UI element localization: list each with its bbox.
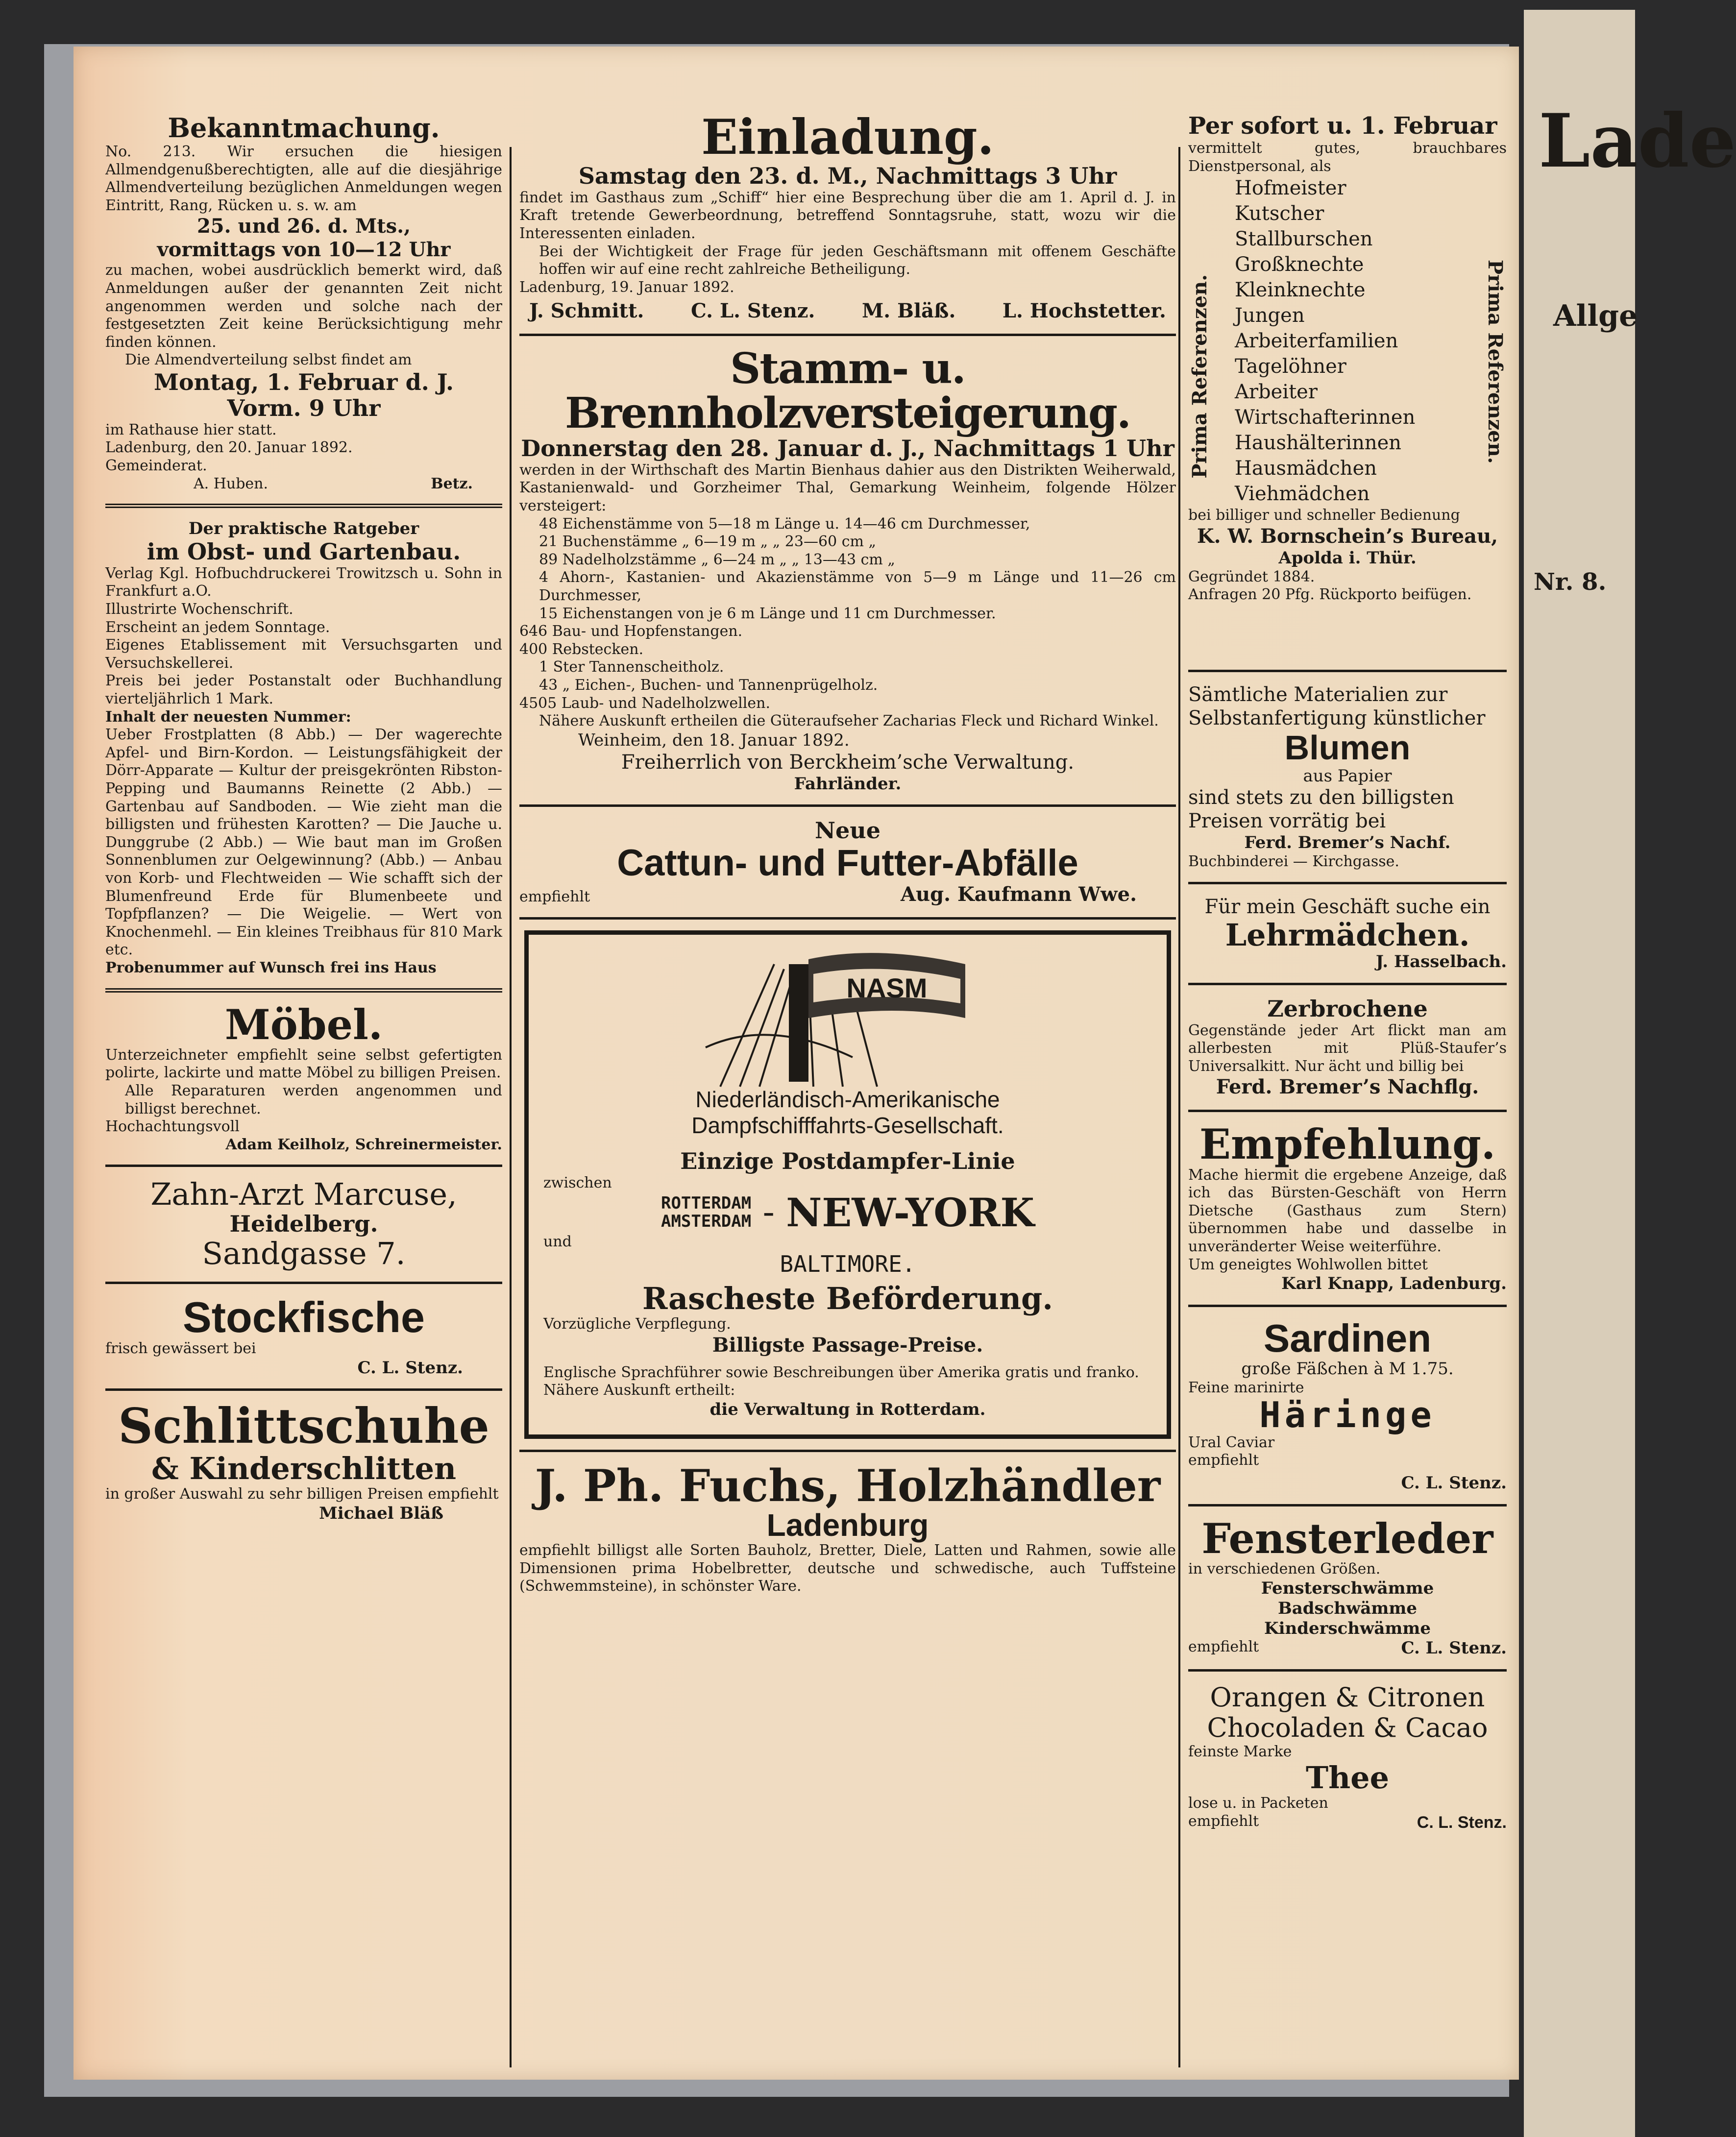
headline: Zerbrochene xyxy=(1267,995,1428,1022)
divider xyxy=(105,1282,502,1284)
ad-schlittschuhe xyxy=(105,1398,502,1523)
body: Ural Caviar xyxy=(1188,1433,1275,1451)
list-item: 43 „ Eichen-, Buchen- und Tannenprügelholz. xyxy=(539,676,878,694)
body: aus Papier xyxy=(1303,766,1392,786)
list-item: Stallburschen xyxy=(1235,228,1373,251)
ad-ratgeber xyxy=(105,519,502,977)
line: Einzige Postdampfer-Linie xyxy=(680,1147,1015,1174)
price: Preis bei jeder Postanstalt oder Buchhandlung vierteljährlich 1 Mark. xyxy=(105,672,502,708)
body: empfiehlt billigst alle Sorten Bauholz, Bretter, Diele, Latten und Rahmen, sowie alle Dimensionen prima Hobelbretter, deutsche und schwedische, auch Tuffsteine (Schwemmsteine), in schönster Ware. xyxy=(519,1542,1176,1595)
body: Unterzeichneter empfiehlt seine selbst gefertigten polirte, lackirte und matte Möbel zu billigen Preisen. xyxy=(105,1046,502,1082)
list-item: 21 Buchenstämme „ 6—19 m „ „ 23—60 cm „ xyxy=(539,533,877,551)
headline: Sardinen xyxy=(1263,1316,1432,1360)
place-date: Ladenburg, 19. Januar 1892. xyxy=(519,278,734,296)
signature: Aug. Kaufmann Wwe. xyxy=(901,883,1137,906)
signature: C. L. Stenz. xyxy=(1401,1638,1507,1658)
label: empfiehlt xyxy=(1188,1812,1259,1830)
body: Für mein Geschäft suche ein xyxy=(1204,895,1491,918)
title: im Obst- und Gartenbau. xyxy=(147,538,461,565)
signature: Betz. xyxy=(431,475,473,492)
body: Alle Reparaturen werden angenommen und billigst berechnet. xyxy=(125,1082,502,1117)
port: AMSTERDAM xyxy=(660,1212,752,1232)
port: ROTTERDAM xyxy=(660,1193,752,1213)
headline: J. Ph. Fuchs, Holzhändler xyxy=(535,1459,1161,1512)
frequency: Erscheint an jedem Sonntage. xyxy=(105,618,330,636)
headline: Stockfische xyxy=(183,1292,425,1341)
signature: Fahrländer. xyxy=(794,774,902,794)
divider xyxy=(105,504,502,508)
side-label: Prima Referenzen. xyxy=(1484,260,1507,464)
list-item: Wirtschafterinnen xyxy=(1235,406,1416,429)
city: Heidelberg. xyxy=(229,1211,378,1238)
list-item: Arbeiterfamilien xyxy=(1235,330,1398,353)
ad-blumen xyxy=(1188,683,1507,871)
founded: Gegründet 1884. xyxy=(1188,568,1315,585)
divider xyxy=(1188,1305,1507,1307)
body: Mache hiermit die ergebene Anzeige, daß ich das Bürsten-Geschäft von Herrn Dietsche (Gasthaus zum Stern) übernommen habe und dasselbe in unveränderter Weise weiterführe. xyxy=(1188,1166,1507,1255)
list-item: 4 Ahorn-, Kastanien- und Akazienstämme von 5—9 m Länge und 11—26 cm Durchmesser, xyxy=(539,569,1176,604)
label: empfiehlt xyxy=(519,888,590,906)
position-list xyxy=(1188,175,1507,507)
headline: Stamm- u. Brennholzversteigerung. xyxy=(565,344,1130,438)
title: Der praktische Ratgeber xyxy=(188,519,419,539)
list-item: Arbeiter xyxy=(1235,381,1318,404)
dash: – xyxy=(763,1199,775,1226)
publisher: Verlag Kgl. Hofbuchdruckerei Trowitzsch u. Sohn in Frankfurt a.O. xyxy=(105,564,502,600)
time-line: Vorm. 9 Uhr xyxy=(227,394,381,421)
greeting: Hochachtungsvoll xyxy=(105,1118,240,1136)
signature: C. L. Stenz. xyxy=(1417,1813,1507,1832)
divider xyxy=(105,1165,502,1167)
list-item: 1 Ster Tannenscheitholz. xyxy=(539,658,724,676)
tagline: Vorzügliche Verpflegung. xyxy=(543,1315,731,1333)
body: Kinderschwämme xyxy=(1264,1618,1431,1638)
body: große Fäßchen à M 1.75. xyxy=(1241,1359,1454,1379)
ship-flag-illustration xyxy=(691,945,1004,1087)
body: Englische Sprachführer sowie Beschreibungen über Amerika gratis und franko. xyxy=(543,1363,1139,1381)
ad-bekanntmachung xyxy=(105,113,502,493)
tagline: Billigste Passage-Preise. xyxy=(712,1333,983,1357)
label: empfiehlt xyxy=(1188,1638,1259,1656)
list-item: Viehmädchen xyxy=(1235,483,1370,506)
council: Gemeinderat. xyxy=(105,457,207,474)
list-item: 646 Bau- und Hopfenstangen. xyxy=(519,623,743,640)
ad-empfehlung xyxy=(1188,1120,1507,1294)
body: lose u. in Packeten xyxy=(1188,1795,1328,1812)
divider xyxy=(105,1388,502,1391)
destination: BALTIMORE. xyxy=(780,1250,916,1277)
company-name: Niederländisch-Amerikanische xyxy=(695,1087,1000,1113)
list-item: 48 Eichenstämme von 5—18 m Länge u. 14—46 cm Durchmesser, xyxy=(539,515,1030,533)
contents-heading: Inhalt der neuesten Nummer: xyxy=(105,708,351,726)
headline: Schlittschuhe xyxy=(118,1398,489,1455)
date-line: Montag, 1. Februar d. J. xyxy=(153,369,454,396)
ad-fuchs xyxy=(519,1459,1176,1596)
body: Sämtliche Materialien zur Selbstanfertigung künstlicher xyxy=(1188,683,1486,729)
city: Ladenburg xyxy=(766,1507,929,1543)
signature: Adam Keilholz, Schreinermeister. xyxy=(225,1136,502,1153)
intro: vermittelt gutes, brauchbares Dienstpersonal, als xyxy=(1188,140,1507,175)
body: im Rathause hier statt. xyxy=(105,421,277,438)
ad-zahnarzt xyxy=(105,1178,502,1270)
headline: Möbel. xyxy=(224,1000,383,1049)
list-item: 400 Rebstecken. xyxy=(519,640,644,658)
headline: Cattun- und Futter-Abfälle xyxy=(617,842,1078,884)
headline: Empfehlung. xyxy=(1199,1120,1496,1169)
divider xyxy=(1188,1504,1507,1506)
divider xyxy=(519,917,1176,920)
ad-lehrmaedchen xyxy=(1188,895,1507,972)
list-item: Haushälterinnen xyxy=(1235,432,1402,455)
body: frisch gewässert bei xyxy=(105,1339,256,1357)
headline: Blumen xyxy=(1284,729,1411,767)
signature: Karl Knapp, Ladenburg. xyxy=(1281,1274,1507,1294)
column-rule-1 xyxy=(510,147,512,2067)
list-item: 89 Nadelholzstämme „ 6—24 m „ „ 13—43 cm „ xyxy=(539,551,895,568)
signature: C. L. Stenz. xyxy=(1401,1473,1507,1493)
signer: M. Bläß. xyxy=(862,299,956,323)
body: findet im Gasthaus zum „Schiff“ hier eine Besprechung über die am 1. April d. J. in Kraft tretende Gewerbeordnung, betreffend Sonntagsruhe, statt, wozu wir die Interessenten einladen. xyxy=(519,189,1176,242)
ad-nasm xyxy=(524,930,1171,1439)
divider xyxy=(1188,882,1507,884)
funnel xyxy=(789,964,808,1082)
firm: Ferd. Bremer’s Nachf. xyxy=(1244,833,1451,853)
signature: Michael Bläß xyxy=(319,1504,443,1523)
body: Die Almendverteilung selbst findet am xyxy=(125,351,412,369)
place-date: Ladenburg, den 20. Januar 1892. xyxy=(105,439,353,457)
note: Anfragen 20 Pfg. Rückporto beifügen. xyxy=(1188,586,1472,604)
divider xyxy=(519,804,1176,807)
body: bei billiger und schneller Bedienung xyxy=(1188,507,1460,524)
ad-cattun xyxy=(519,818,1176,906)
ad-moebel xyxy=(105,1000,502,1154)
date-line: 25. und 26. d. Mts., xyxy=(196,215,411,238)
column-left xyxy=(105,113,502,1524)
list-item: 4505 Laub- und Nadelholzwellen. xyxy=(519,694,770,712)
body: werden in der Wirthschaft des Martin Bienhaus dahier aus den Distrikten Weiherwald, Kastanienwald- und Gorzheimer Thal, Gemarkung Weinheim, folgende Hölzer versteigert: xyxy=(519,461,1176,515)
city: Apolda i. Thür. xyxy=(1278,548,1417,568)
signature: Freiherrlich von Berckheim’sche Verwaltung. xyxy=(621,751,1075,774)
body: Nähere Auskunft ertheilt: xyxy=(543,1382,735,1399)
side-label: Prima Referenzen. xyxy=(1188,274,1211,479)
headline: Fensterleder xyxy=(1201,1514,1493,1563)
firm: Ferd. Bremer’s Nachflg. xyxy=(1216,1075,1479,1099)
signature: J. Hasselbach. xyxy=(1375,951,1507,971)
list-item: Kleinknechte xyxy=(1235,279,1366,302)
body: in großer Auswahl zu sehr billigen Preisen empfiehlt xyxy=(105,1485,499,1503)
body: feinste Marke xyxy=(1188,1743,1292,1761)
ad-sardinen xyxy=(1188,1318,1507,1493)
body: Fensterschwämme xyxy=(1261,1578,1434,1599)
company-name: Dampfschifffahrts-Gesellschaft. xyxy=(691,1112,1004,1138)
column-right xyxy=(1188,113,1507,1833)
ad-orangen xyxy=(1188,1682,1507,1832)
list-item: Tagelöhner xyxy=(1235,355,1346,378)
headline: Per sofort u. 1. Februar xyxy=(1188,112,1497,140)
subtitle: Illustrirte Wochenschrift. xyxy=(105,601,293,618)
body: Bei der Wichtigkeit der Frage für jeden Geschäftsmann mit offenem Geschäfte hoffen wir auf eine recht zahlreiche Betheiligung. xyxy=(539,243,1176,278)
signer: J. Schmitt. xyxy=(529,299,644,323)
divider xyxy=(519,334,1176,336)
signature: C. L. Stenz. xyxy=(357,1358,463,1378)
time-line: vormittags von 10—12 Uhr xyxy=(157,238,451,262)
body: No. 213. Wir ersuchen die hiesigen Allmendgenußberechtigten, alle auf die diesjährige Allmendverteilung bezüglichen Anmeldungen wegen Eintritt, Rang, Rücken u. s. w. am xyxy=(105,143,502,214)
headline: Bekanntmachung. xyxy=(168,112,440,144)
ad-holzversteigerung xyxy=(519,344,1176,794)
masthead: Lade xyxy=(1539,98,1736,184)
info: Eigenes Etablissement mit Versuchsgarten und Versuchskellerei. xyxy=(105,636,502,672)
ad-stellenvermittlung xyxy=(1188,113,1507,659)
between: zwischen xyxy=(543,1174,612,1191)
headline: Chocoladen & Cacao xyxy=(1207,1712,1488,1744)
signer: L. Hochstetter. xyxy=(1002,299,1166,323)
column-rule-2 xyxy=(1178,147,1180,2067)
headline: Lehrmädchen. xyxy=(1225,917,1470,953)
divider xyxy=(105,988,502,993)
headline: Zahn-Arzt Marcuse, xyxy=(150,1176,457,1213)
issue-number: Nr. 8. xyxy=(1534,568,1607,596)
firm-address: Buchbinderei — Kirchgasse. xyxy=(1188,853,1399,871)
divider xyxy=(1188,983,1507,985)
ad-fensterleder xyxy=(1188,1514,1507,1658)
flag-text: NASM xyxy=(846,972,928,1004)
column-middle xyxy=(519,109,1176,1596)
ad-einladung xyxy=(519,109,1176,323)
list-item: Jungen xyxy=(1235,304,1305,327)
headline: Häringe xyxy=(1259,1394,1436,1436)
signature: A. Huben. xyxy=(194,475,269,492)
divider xyxy=(1188,1669,1507,1672)
office: die Verwaltung in Rotterdam. xyxy=(709,1399,986,1419)
lot-list xyxy=(519,515,1176,713)
list-item: Hofmeister xyxy=(1235,177,1346,200)
ad-stockfische xyxy=(105,1292,502,1378)
place-date: Weinheim, den 18. Januar 1892. xyxy=(578,730,850,750)
subheadline: Samstag den 23. d. M., Nachmittags 3 Uhr xyxy=(578,162,1117,189)
body: Nähere Auskunft ertheilen die Güteraufseher Zacharias Fleck und Richard Winkel. xyxy=(539,712,1159,730)
list-item: 15 Eichenstangen von je 6 m Länge und 11 cm Durchmesser. xyxy=(539,605,996,622)
ad-zerbrochene xyxy=(1188,996,1507,1099)
divider xyxy=(519,1450,1176,1452)
body: Badschwämme xyxy=(1278,1598,1417,1618)
body: sind stets zu den billigsten Preisen vorrätig bei xyxy=(1188,786,1454,833)
address: Sandgasse 7. xyxy=(202,1236,406,1272)
body: in verschiedenen Größen. xyxy=(1188,1560,1381,1578)
subheadline: Donnerstag den 28. Januar d. J., Nachmittags 1 Uhr xyxy=(521,435,1174,461)
adjacent-page xyxy=(1524,10,1736,2137)
signer: C. L. Stenz. xyxy=(690,299,815,323)
headline: Orangen & Citronen xyxy=(1210,1682,1485,1713)
subheadline: & Kinderschlitten xyxy=(151,1451,457,1487)
und: und xyxy=(543,1233,572,1251)
firm: K. W. Bornschein’s Bureau, xyxy=(1197,524,1498,548)
body: Um geneigtes Wohlwollen bittet xyxy=(1188,1256,1428,1273)
label: empfiehlt xyxy=(1188,1452,1259,1469)
body: Feine marinirte xyxy=(1188,1379,1304,1396)
list-item: Großknechte xyxy=(1235,253,1364,276)
divider xyxy=(1188,1110,1507,1112)
list-item: Hausmädchen xyxy=(1235,457,1377,480)
destination: NEW-YORK xyxy=(786,1190,1035,1236)
headline: Thee xyxy=(1305,1760,1390,1796)
divider xyxy=(1188,670,1507,672)
body: Gegenstände jeder Art flickt man am allerbesten mit Plüß-Staufer’s Universalkitt. Nur ächt und billig bei xyxy=(1188,1021,1507,1075)
contents: Ueber Frostplatten (8 Abb.) — Der wagerechte Apfel- und Birn-Kordon. — Leistungsfähigkeit der Dörr-Apparate — Kultur der preisgekrönten Ribston-Pepping und Baumanns Reinette (2 Abb.) — Gartenbau auf Sandboden. — Wie zieht man die billigsten und frühesten Karotten? — Die Jauche u. Dunggrube (2 Abb.) — Wie baut man im Großen Sonnenblumen zur Oelgewinnung? (Abb.) — Anbau von Korb- und Flechtweiden — Wie schafft sich der Blumenfreund Erde für Blumenbeete und Topfpflanzen? — Die Weigelie. — Wert von Knochenmehl. — Ein kleines Treibhaus für 810 Mark etc. xyxy=(105,726,502,959)
headline: Einladung. xyxy=(701,109,994,166)
list-item: Kutscher xyxy=(1235,202,1324,225)
headline: Neue xyxy=(814,817,881,844)
body: zu machen, wobei ausdrücklich bemerkt wird, daß Anmeldungen außer der genannten Zeit nicht angenommen werden und solche nach der festgesetzten Zeit keine Berücksichtigung mehr finden können. xyxy=(105,262,502,351)
subhead: Allge xyxy=(1553,299,1638,333)
tagline: Rascheste Beförderung. xyxy=(642,1280,1053,1316)
footer: Probenummer auf Wunsch frei ins Haus xyxy=(105,959,437,976)
